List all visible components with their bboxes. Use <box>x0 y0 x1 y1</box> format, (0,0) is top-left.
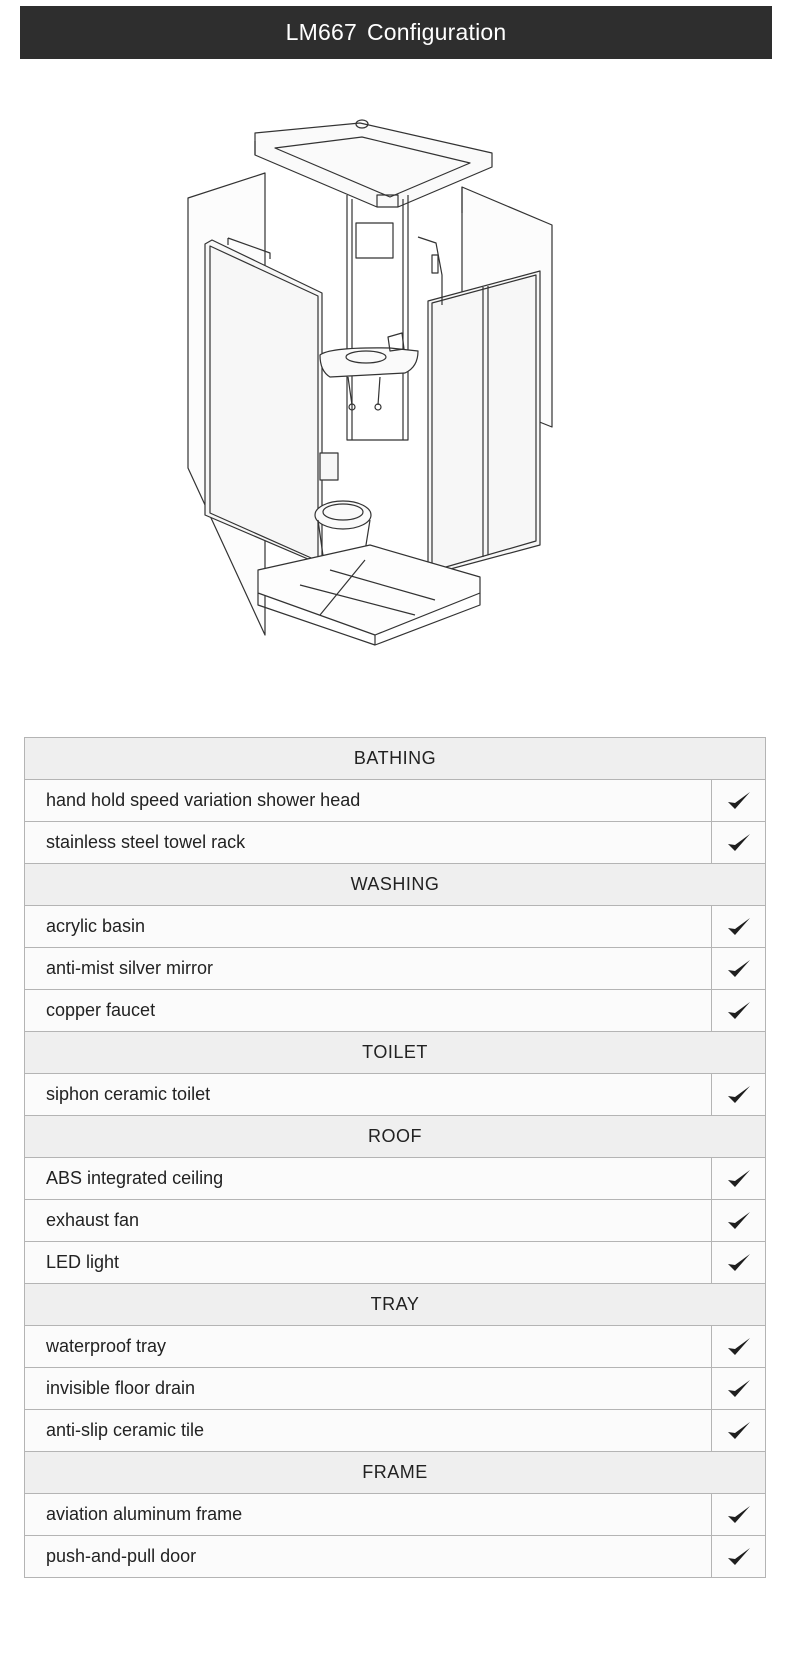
item-label: hand hold speed variation shower head <box>25 780 712 821</box>
bathroom-pod-illustration <box>180 115 610 690</box>
checkmark-icon <box>712 990 765 1031</box>
item-label: waterproof tray <box>25 1326 712 1367</box>
section-header-bathing: BATHING <box>25 738 765 780</box>
table-row <box>25 948 765 990</box>
item-label: invisible floor drain <box>25 1368 712 1409</box>
section-header-roof: ROOF <box>25 1116 765 1158</box>
checkmark-icon <box>712 1326 765 1367</box>
item-label: ABS integrated ceiling <box>25 1158 712 1199</box>
table-row <box>25 1326 765 1368</box>
item-label: siphon ceramic toilet <box>25 1074 712 1115</box>
item-label: exhaust fan <box>25 1200 712 1241</box>
item-label: anti-mist silver mirror <box>25 948 712 989</box>
item-label: push-and-pull door <box>25 1536 712 1577</box>
table-row <box>25 1242 765 1284</box>
section-header-toilet: TOILET <box>25 1032 765 1074</box>
checkmark-icon <box>712 1368 765 1409</box>
header-title: Configuration <box>366 19 507 45</box>
checkmark-icon <box>712 1536 765 1577</box>
item-label: aviation aluminum frame <box>25 1494 712 1535</box>
table-row <box>25 780 765 822</box>
item-label: acrylic basin <box>25 906 712 947</box>
table-row <box>25 1410 765 1452</box>
item-label: copper faucet <box>25 990 712 1031</box>
section-header-washing: WASHING <box>25 864 765 906</box>
table-row <box>25 1158 765 1200</box>
item-label: stainless steel towel rack <box>25 822 712 863</box>
configuration-table <box>24 737 766 1578</box>
table-row <box>25 822 765 864</box>
checkmark-icon <box>712 1494 765 1535</box>
checkmark-icon <box>712 1410 765 1451</box>
checkmark-icon <box>712 906 765 947</box>
checkmark-icon <box>712 1158 765 1199</box>
checkmark-icon <box>712 1074 765 1115</box>
item-label: LED light <box>25 1242 712 1283</box>
checkmark-icon <box>712 822 765 863</box>
table-row <box>25 1494 765 1536</box>
model-number: LM667 <box>285 19 357 45</box>
checkmark-icon <box>712 1200 765 1241</box>
section-header-frame: FRAME <box>25 1452 765 1494</box>
table-row <box>25 1536 765 1578</box>
table-row <box>25 1074 765 1116</box>
table-row <box>25 990 765 1032</box>
section-header-tray: TRAY <box>25 1284 765 1326</box>
item-label: anti-slip ceramic tile <box>25 1410 712 1451</box>
checkmark-icon <box>712 948 765 989</box>
table-row <box>25 1200 765 1242</box>
checkmark-icon <box>712 1242 765 1283</box>
page-header <box>20 6 772 59</box>
table-row <box>25 1368 765 1410</box>
checkmark-icon <box>712 780 765 821</box>
table-row <box>25 906 765 948</box>
